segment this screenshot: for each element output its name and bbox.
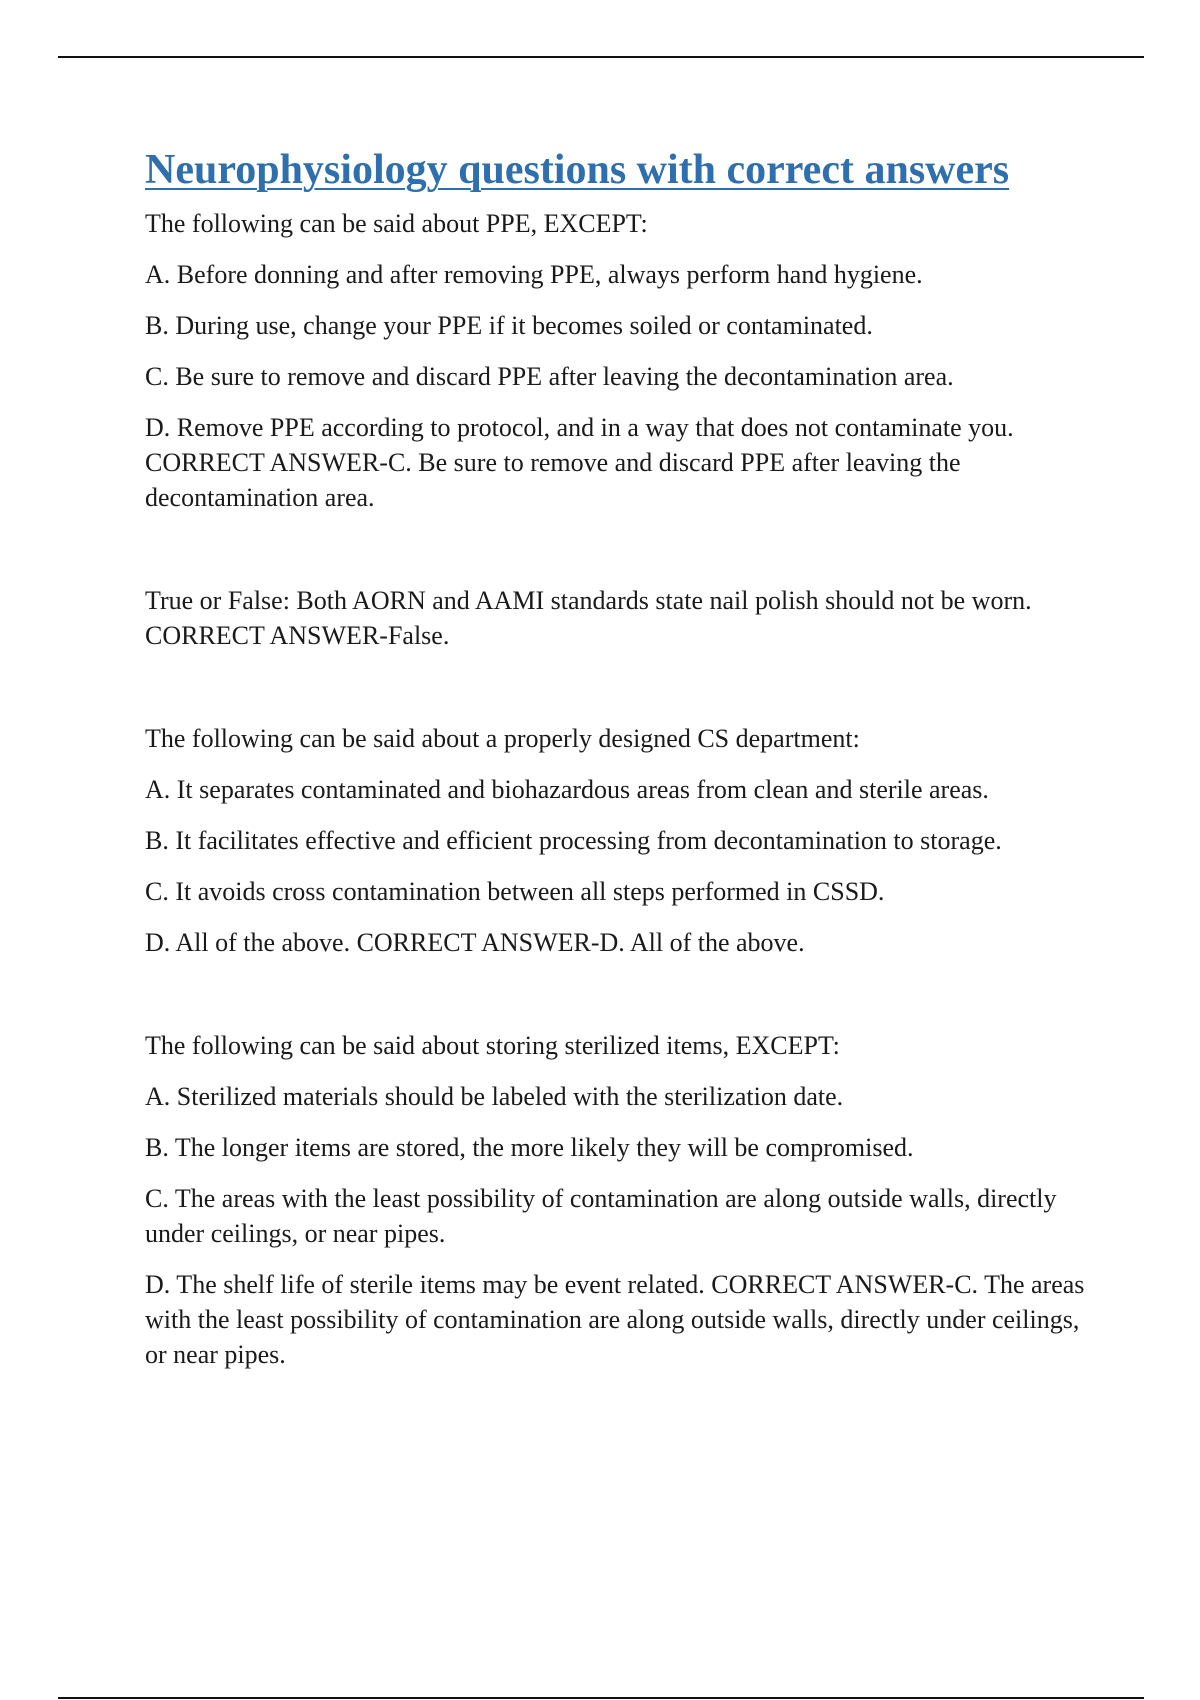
question-block-sterile-storage (145, 1028, 1095, 1372)
document-title: Neurophysiology questions with correct answers (145, 147, 1010, 193)
answer-option-with-correct-answer: D. Remove PPE according to protocol, and in a way that does not contaminate you. CORRECT ANSWER-C. Be sure to remove and discard PPE after leaving the decontamination area. (145, 413, 1014, 512)
answer-option: A. It separates contaminated and biohazardous areas from clean and sterile areas. (145, 775, 989, 804)
answer-option-with-correct-answer: D. All of the above. CORRECT ANSWER-D. All of the above. (145, 928, 805, 957)
question-spacer (145, 976, 1095, 1028)
question-stem: The following can be said about PPE, EXCEPT: (145, 209, 648, 238)
answer-option-with-correct-answer: D. The shelf life of sterile items may be event related. CORRECT ANSWER-C. The areas with the least possibility of contamination are along outside walls, directly under ceilings, or near pipes. (145, 1270, 1085, 1369)
footer-rule (58, 1697, 1144, 1699)
answer-option: C. The areas with the least possibility of contamination are along outside walls, directly under ceilings, or near pipes. (145, 1184, 1057, 1248)
question-block-nail-polish (145, 583, 1095, 653)
answer-option: B. During use, change your PPE if it becomes soiled or contaminated. (145, 311, 873, 340)
question-stem: The following can be said about a properly designed CS department: (145, 724, 860, 753)
answer-option: A. Sterilized materials should be labeled with the sterilization date. (145, 1082, 844, 1111)
answer-option: B. The longer items are stored, the more likely they will be compromised. (145, 1133, 914, 1162)
question-spacer (145, 669, 1095, 721)
header-rule (58, 56, 1144, 58)
question-stem-with-correct-answer: True or False: Both AORN and AAMI standards state nail polish should not be worn. CORRECT ANSWER-False. (145, 586, 1032, 650)
question-spacer (145, 531, 1095, 583)
document-body (145, 144, 1095, 1388)
question-block-cs-department (145, 721, 1095, 960)
answer-option: C. It avoids cross contamination between all steps performed in CSSD. (145, 877, 885, 906)
answer-option: A. Before donning and after removing PPE, always perform hand hygiene. (145, 260, 923, 289)
question-block-ppe (145, 206, 1095, 515)
question-stem: The following can be said about storing sterilized items, EXCEPT: (145, 1031, 840, 1060)
answer-option: B. It facilitates effective and efficient processing from decontamination to storage. (145, 826, 1002, 855)
answer-option: C. Be sure to remove and discard PPE after leaving the decontamination area. (145, 362, 954, 391)
